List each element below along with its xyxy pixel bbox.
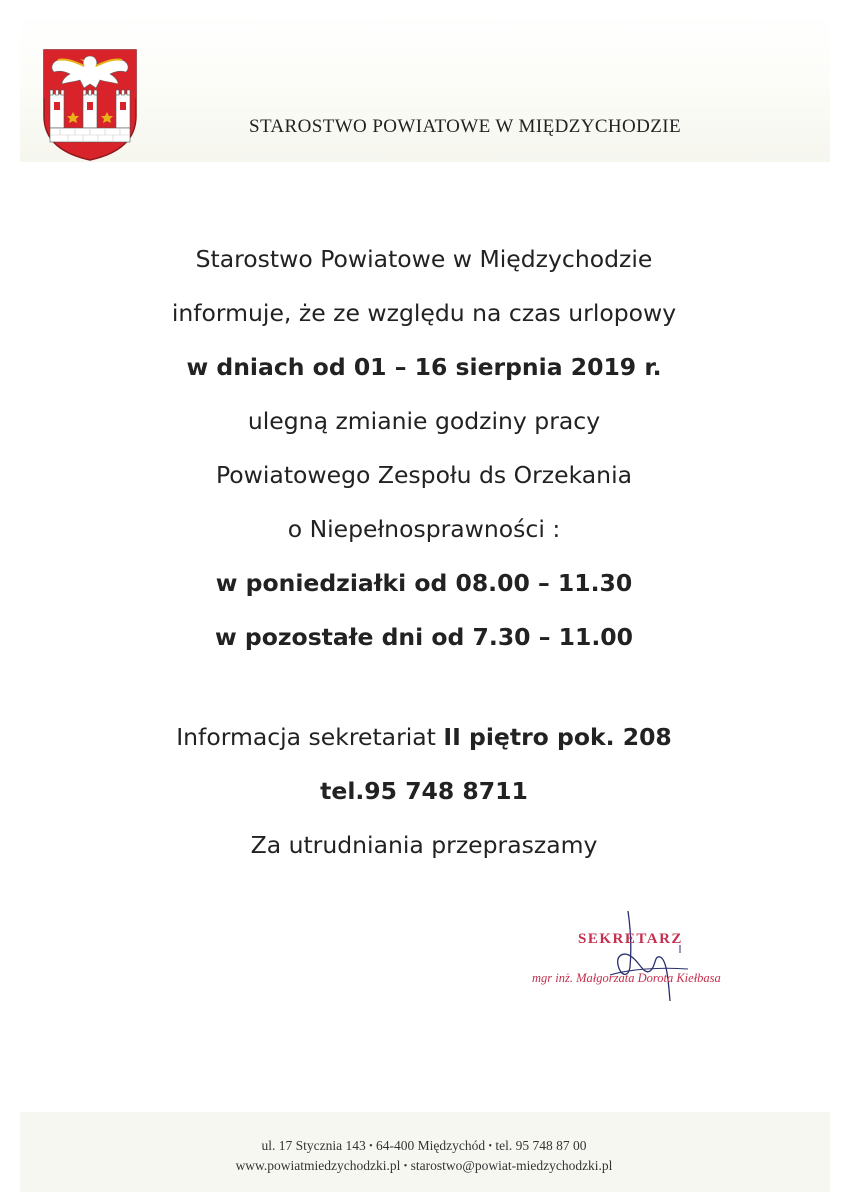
footer-website[interactable]: www.powiatmiedzychodzki.pl	[235, 1158, 401, 1173]
office-name-heading: STAROSTWO POWIATOWE W MIĘDZYCHODZIE	[248, 116, 682, 137]
notice-line-informs: informuje, że ze względu na czas urlopowy	[171, 299, 677, 327]
notice-info-line	[0, 710, 848, 764]
notice-hours-monday: w poniedziałki od 08.00 – 11.30	[215, 569, 633, 597]
notice-line-disability: o Niepełnosprawności :	[287, 515, 561, 543]
footer-phone: tel. 95 748 87 00	[495, 1138, 587, 1153]
notice-line-intro: Starostwo Powiatowe w Międzychodzie	[195, 245, 653, 273]
footer-email[interactable]: starostwo@powiat-miedzychodzki.pl	[410, 1158, 613, 1173]
footer-separator: •	[488, 1141, 492, 1152]
letterhead-band	[20, 12, 830, 162]
county-coat-of-arms-icon	[40, 46, 140, 162]
signature-name: mgr inż. Małgorzata Dorota Kiełbasa	[532, 971, 721, 985]
footer-separator: •	[369, 1141, 373, 1152]
footer	[0, 1136, 848, 1176]
notice-apology: Za utrudniania przepraszamy	[250, 831, 598, 859]
notice-line-change: ulegną zmianie godziny pracy	[247, 407, 601, 435]
info-prefix: Informacja sekretariat	[176, 723, 436, 751]
footer-address: ul. 17 Stycznia 143	[261, 1138, 366, 1153]
info-location: II piętro pok. 208	[443, 723, 672, 751]
notice-hours-other-days: w pozostałe dni od 7.30 – 11.00	[215, 623, 633, 651]
footer-separator: •	[403, 1161, 408, 1172]
footer-contact-line	[0, 1136, 848, 1156]
footer-web-line	[0, 1156, 848, 1176]
signature-stamp	[520, 905, 750, 1015]
signature-title: SEKRETARZ	[578, 931, 683, 947]
footer-city: 64-400 Międzychód	[376, 1138, 486, 1153]
notice-line-team: Powiatowego Zespołu ds Orzekania	[215, 461, 633, 489]
handwritten-signature-icon	[520, 905, 750, 1015]
notice-body	[0, 232, 848, 872]
notice-phone: tel.95 748 8711	[320, 777, 528, 805]
notice-date-range: w dniach od 01 – 16 sierpnia 2019 r.	[186, 353, 662, 381]
